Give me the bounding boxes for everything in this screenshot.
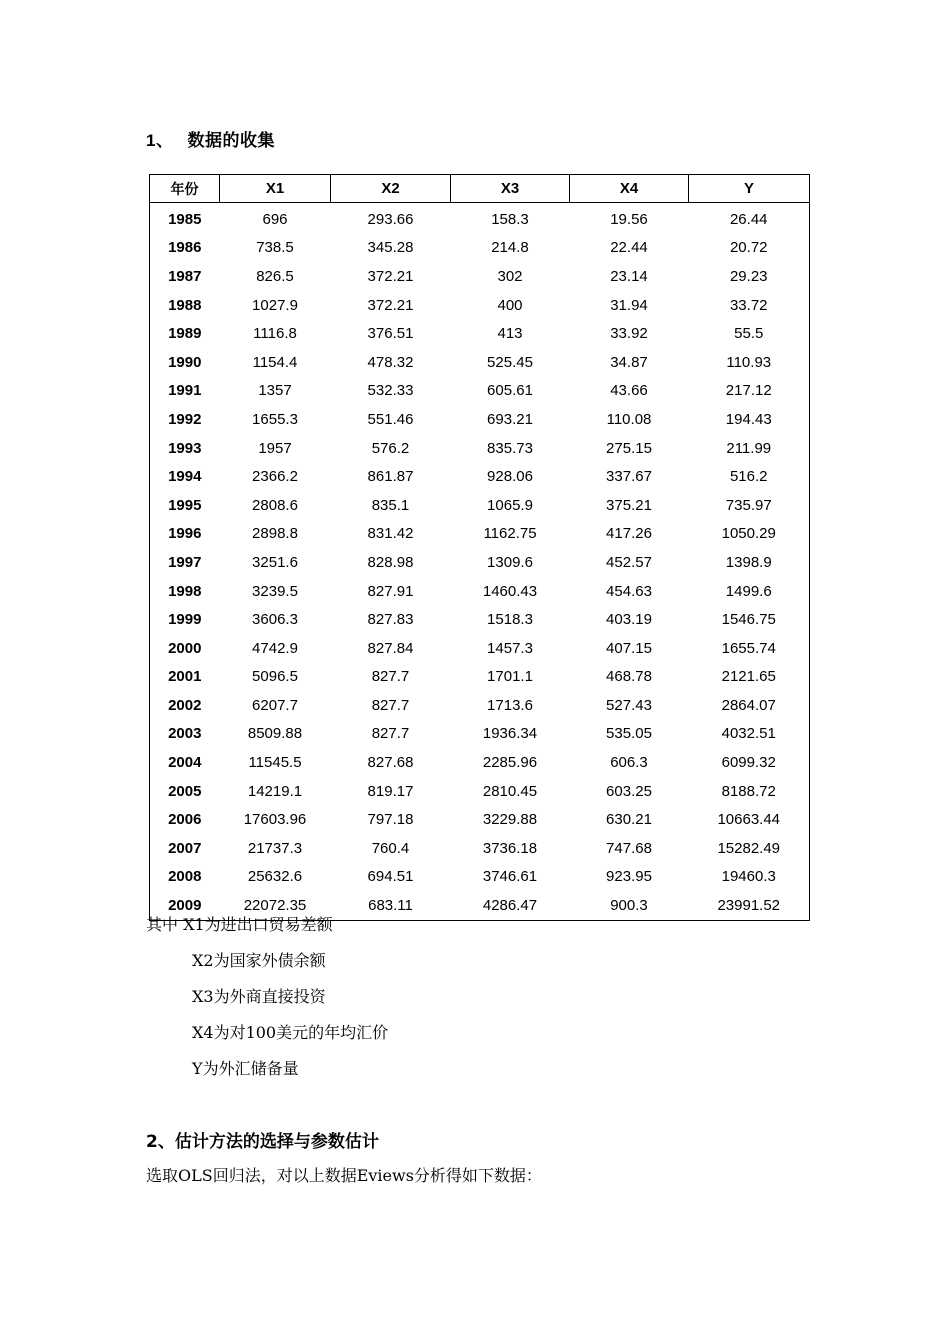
cell-x1: 4742.9: [252, 639, 298, 657]
cell-year: 1999: [150, 605, 220, 634]
cell-x3: 158.3: [491, 210, 529, 228]
table-row: [150, 805, 810, 834]
cell-y: 1499.6: [689, 577, 810, 606]
cell-x1: 17603.96: [243, 811, 307, 829]
cell-y: 1546.75: [689, 605, 810, 634]
variable-notes: [146, 912, 388, 1092]
cell-y: 23991.52: [689, 891, 810, 920]
cell-year: 2001: [150, 663, 220, 692]
cell-x2: 827.83: [367, 611, 414, 629]
cell-x4: 337.67: [606, 468, 652, 486]
cell-x3: 1518.3: [487, 611, 533, 629]
cell-x4: 22.44: [610, 239, 648, 257]
cell-x1: 5096.5: [252, 668, 298, 686]
cell-year: 2005: [150, 777, 220, 806]
cell-x4: 630.21: [606, 811, 652, 829]
cell-year: 1992: [150, 405, 220, 434]
table-row: [150, 720, 810, 749]
table-row: [150, 777, 810, 806]
table-row: [150, 291, 810, 320]
cell-x2: 694.51: [367, 868, 414, 886]
cell-x3: 413: [497, 325, 523, 343]
cell-x3: 693.21: [487, 410, 533, 428]
cell-x3: 1065.9: [487, 496, 533, 514]
cell-year: 1990: [150, 348, 220, 377]
table-row: [150, 605, 810, 634]
cell-x3: 1162.75: [483, 525, 537, 543]
cell-x4: 19.56: [610, 210, 648, 228]
cell-x2: 827.68: [367, 754, 414, 772]
cell-x1: 8509.88: [247, 725, 303, 743]
table-row: [150, 203, 810, 234]
cell-x2: 835.1: [371, 496, 410, 514]
cell-year: 1993: [150, 434, 220, 463]
cell-x4: 31.94: [610, 296, 648, 314]
cell-y: 20.72: [689, 234, 810, 263]
cell-x4: 43.66: [610, 382, 648, 400]
cell-x1: 1027.9: [252, 296, 298, 314]
cell-x3: 1713.6: [487, 696, 533, 714]
cell-x1: 14219.1: [247, 782, 303, 800]
cell-y: 2864.07: [689, 691, 810, 720]
cell-year: 2006: [150, 805, 220, 834]
table-row: [150, 348, 810, 377]
cell-x1: 1357: [258, 382, 292, 400]
cell-y: 211.99: [689, 434, 810, 463]
table-row: [150, 462, 810, 491]
cell-x2: 828.98: [367, 553, 414, 571]
cell-x1: 2808.6: [252, 496, 298, 514]
cell-x3: 605.61: [487, 382, 533, 400]
cell-y: 194.43: [689, 405, 810, 434]
cell-x4: 417.26: [606, 525, 652, 543]
table-row: [150, 377, 810, 406]
cell-year: 2004: [150, 748, 220, 777]
cell-year: 2003: [150, 720, 220, 749]
cell-year: 1995: [150, 491, 220, 520]
cell-x2: 345.28: [367, 239, 414, 257]
cell-y: 110.93: [689, 348, 810, 377]
cell-x3: 302: [497, 267, 523, 285]
cell-year: 2008: [150, 863, 220, 892]
cell-x4: 452.57: [606, 553, 652, 571]
cell-x3: 928.06: [487, 468, 533, 486]
cell-x4: 527.43: [606, 696, 652, 714]
cell-x2: 827.7: [371, 696, 410, 714]
cell-year: 1996: [150, 520, 220, 549]
cell-x3: 3746.61: [482, 868, 538, 886]
cell-x2: 372.21: [367, 296, 414, 314]
cell-y: 516.2: [689, 462, 810, 491]
table-row: [150, 405, 810, 434]
cell-x4: 603.25: [606, 782, 652, 800]
header-x1: X1: [220, 175, 331, 203]
cell-year: 1989: [150, 319, 220, 348]
cell-x4: 900.3: [570, 891, 689, 920]
cell-x1: 3239.5: [252, 582, 298, 600]
cell-x2: 376.51: [367, 325, 414, 343]
cell-x1: 22072.35: [220, 891, 331, 920]
table-row: [150, 548, 810, 577]
table-row: [150, 491, 810, 520]
table-row: [150, 234, 810, 263]
cell-x1: 6207.7: [252, 696, 298, 714]
cell-x4: 923.95: [606, 868, 652, 886]
note-x4: X4为对100美元的年均汇价: [192, 1023, 389, 1042]
cell-x1: 696: [262, 210, 288, 228]
table-row: [150, 577, 810, 606]
cell-x1: 1154.4: [252, 353, 298, 371]
cell-x2: 293.66: [367, 210, 414, 228]
cell-x1: 2898.8: [252, 525, 298, 543]
cell-x2: 683.11: [331, 891, 451, 920]
table-row: [150, 319, 810, 348]
note-x3: X3为外商直接投资: [192, 987, 326, 1006]
cell-y: 10663.44: [689, 805, 810, 834]
cell-x1: 25632.6: [247, 868, 303, 886]
table-row: [150, 748, 810, 777]
header-x3: X3: [451, 175, 570, 203]
cell-x4: 375.21: [606, 496, 652, 514]
cell-x3: 1936.34: [482, 725, 538, 743]
table-row: [150, 834, 810, 863]
cell-x2: 827.7: [371, 725, 410, 743]
section-1-title: 数据的收集: [187, 131, 275, 151]
cell-y: 2121.65: [689, 663, 810, 692]
cell-x4: 407.15: [606, 639, 652, 657]
method-paragraph: 选取OLS回归法，对以上数据Eviews分析得如下数据：: [146, 1166, 542, 1185]
cell-x1: 1116.8: [253, 325, 297, 343]
cell-y: 217.12: [689, 377, 810, 406]
cell-x4: 34.87: [610, 353, 648, 371]
cell-x3: 1701.1: [487, 668, 533, 686]
cell-x2: 372.21: [367, 267, 414, 285]
header-x2: X2: [331, 175, 451, 203]
cell-y: 8188.72: [689, 777, 810, 806]
cell-year: 1986: [150, 234, 220, 263]
cell-y: 1050.29: [689, 520, 810, 549]
cell-x1: 21737.3: [247, 839, 303, 857]
cell-x4: 23.14: [610, 267, 648, 285]
cell-x2: 797.18: [367, 811, 414, 829]
cell-x2: 827.91: [367, 582, 414, 600]
cell-y: 4032.51: [689, 720, 810, 749]
note-x2: X2为国家外债余额: [192, 951, 326, 970]
cell-year: 1998: [150, 577, 220, 606]
cell-y: 33.72: [689, 291, 810, 320]
cell-x1: 826.5: [256, 267, 294, 285]
cell-x2: 576.2: [371, 439, 410, 457]
cell-x1: 1655.3: [252, 410, 298, 428]
cell-x2: 760.4: [371, 839, 410, 857]
cell-year: 1987: [150, 262, 220, 291]
cell-y: 1398.9: [689, 548, 810, 577]
header-year: 年份: [150, 175, 220, 203]
cell-x1: 11545.5: [248, 754, 302, 772]
cell-x3: 2810.45: [482, 782, 538, 800]
header-x4: X4: [570, 175, 689, 203]
cell-x1: 3251.6: [252, 553, 298, 571]
cell-x2: 827.84: [367, 639, 414, 657]
section-1-number: 1、: [146, 131, 174, 150]
cell-x4: 454.63: [606, 582, 652, 600]
cell-x3: 1460.43: [482, 582, 538, 600]
cell-year: 2007: [150, 834, 220, 863]
cell-year: 2000: [150, 634, 220, 663]
cell-y: 55.5: [689, 319, 810, 348]
cell-x4: 403.19: [606, 611, 652, 629]
cell-year: 2002: [150, 691, 220, 720]
data-table: [149, 174, 810, 921]
section-2-heading: 2、估计方法的选择与参数估计: [146, 1132, 379, 1152]
cell-x1: 2366.2: [252, 468, 298, 486]
table-row: [150, 434, 810, 463]
cell-x3: 3229.88: [482, 811, 538, 829]
cell-year: 1997: [150, 548, 220, 577]
table-row: [150, 863, 810, 892]
note-x1: 其中 X1为进出口贸易差额: [146, 915, 333, 934]
cell-x2: 861.87: [367, 468, 414, 486]
section-1-heading: [146, 126, 275, 151]
cell-x2: 827.7: [371, 668, 410, 686]
cell-x2: 831.42: [367, 525, 414, 543]
cell-x4: 468.78: [606, 668, 652, 686]
table-row: [150, 691, 810, 720]
table-row: [150, 663, 810, 692]
cell-x2: 551.46: [367, 410, 414, 428]
table-body: [150, 203, 810, 921]
cell-x3: 1457.3: [487, 639, 533, 657]
cell-year: 1988: [150, 291, 220, 320]
cell-y: 6099.32: [689, 748, 810, 777]
table-row: [150, 634, 810, 663]
cell-x1: 738.5: [256, 239, 294, 257]
cell-y: 735.97: [689, 491, 810, 520]
cell-y: 19460.3: [689, 863, 810, 892]
cell-x3: 525.45: [487, 353, 533, 371]
table-row: [150, 262, 810, 291]
cell-x3: 4286.47: [451, 891, 570, 920]
cell-x4: 275.15: [606, 439, 652, 457]
cell-x2: 819.17: [367, 782, 414, 800]
table-row: [150, 520, 810, 549]
cell-y: 1655.74: [689, 634, 810, 663]
cell-x3: 2285.96: [482, 754, 538, 772]
cell-x4: 33.92: [610, 325, 648, 343]
cell-x4: 535.05: [606, 725, 652, 743]
cell-y: 26.44: [689, 203, 810, 234]
cell-x3: 835.73: [487, 439, 533, 457]
cell-x1: 1957: [258, 439, 292, 457]
cell-year: 1985: [150, 203, 220, 234]
cell-x3: 214.8: [491, 239, 529, 257]
note-y: Y为外汇储备量: [192, 1059, 299, 1078]
cell-x2: 478.32: [367, 353, 414, 371]
cell-x2: 532.33: [367, 382, 414, 400]
cell-y: 29.23: [689, 262, 810, 291]
cell-x4: 110.08: [606, 410, 652, 428]
cell-year: 1994: [150, 462, 220, 491]
header-y: Y: [689, 175, 810, 203]
cell-x3: 3736.18: [482, 839, 538, 857]
cell-year: 2009: [150, 891, 220, 920]
cell-year: 1991: [150, 377, 220, 406]
cell-x1: 3606.3: [252, 611, 298, 629]
cell-x3: 1309.6: [487, 553, 533, 571]
cell-x4: 747.68: [606, 839, 652, 857]
cell-x3: 400: [497, 296, 523, 314]
cell-x4: 606.3: [610, 754, 648, 772]
table-header-row: [150, 175, 810, 203]
cell-y: 15282.49: [689, 834, 810, 863]
